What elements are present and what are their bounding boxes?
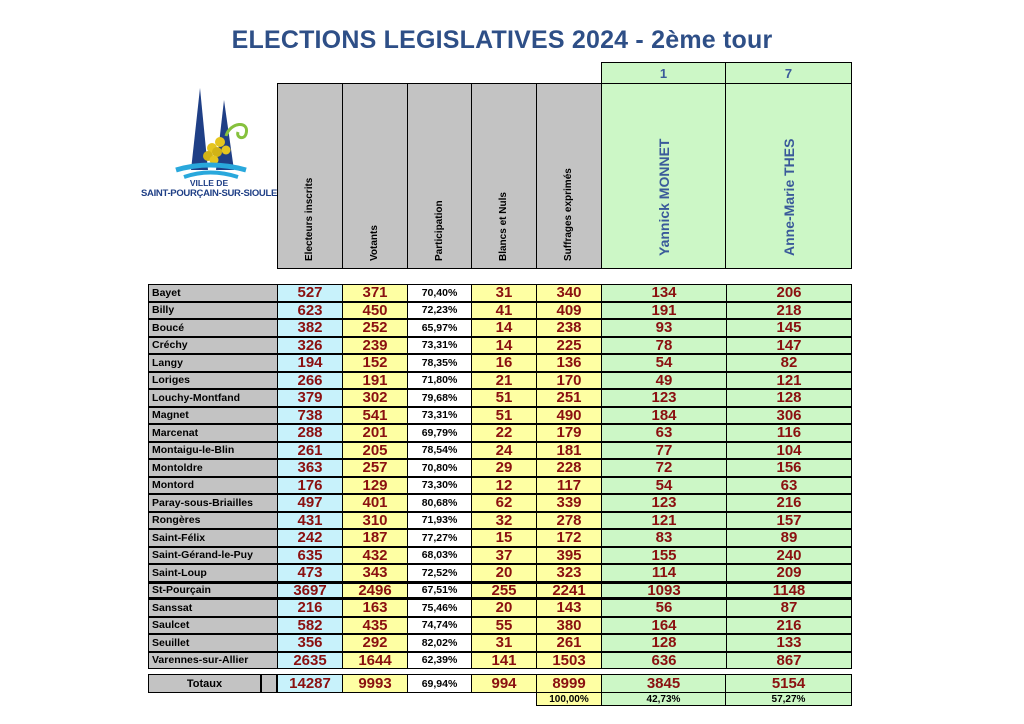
blancs-value: 32 [471,512,536,530]
blancs-value: 14 [471,337,536,355]
totals-participation: 69,94% [407,674,472,693]
blancs-value: 24 [471,442,536,460]
inscrits-value: 497 [277,494,342,512]
participation-value: 72,52% [407,564,471,582]
table-row [148,529,852,547]
blancs-value: 20 [471,564,536,582]
totals-votants: 9993 [342,674,408,693]
candidate-1-votes: 54 [601,354,726,372]
blancs-value: 12 [471,477,536,495]
blancs-value: 15 [471,529,536,547]
commune-name: Saint-Gérand-le-Puy [148,547,277,565]
blancs-value: 22 [471,424,536,442]
exprimes-value: 225 [536,337,601,355]
inscrits-value: 363 [277,459,342,477]
logo-line1: VILLE DE [189,178,229,188]
exprimes-value: 339 [536,494,601,512]
commune-name: Varennes-sur-Allier [148,652,277,670]
candidate-1-votes: 114 [601,564,726,582]
candidate-1-votes: 121 [601,512,726,530]
votants-value: 129 [342,477,407,495]
exprimes-value: 172 [536,529,601,547]
totals-candidate-1: 3845 [601,674,726,693]
votants-value: 292 [342,634,407,652]
candidate-2-percent: 57,27% [725,693,852,706]
votants-value: 187 [342,529,407,547]
table-row [148,617,852,635]
inscrits-value: 266 [277,372,342,390]
candidate-2-number: 7 [725,62,852,84]
votants-value: 450 [342,302,407,320]
inscrits-value: 242 [277,529,342,547]
candidate-1-votes: 123 [601,494,726,512]
table-row [148,652,852,670]
candidate-2-votes: 104 [726,442,852,460]
candidate-2-votes: 82 [726,354,852,372]
commune-name: Magnet [148,407,277,425]
header-blancs [471,83,537,269]
table-row [148,354,852,372]
table-row [148,582,852,600]
logo-line2: SAINT-POURÇAIN-SUR-SIOULE [140,188,278,199]
blancs-value: 16 [471,354,536,372]
table-row [148,407,852,425]
table-row [148,494,852,512]
candidate-2-votes: 147 [726,337,852,355]
participation-value: 71,80% [407,372,471,390]
candidate-1-votes: 72 [601,459,726,477]
table-row [148,284,852,302]
header-candidate-2 [725,83,852,269]
candidate-2-votes: 87 [726,599,852,617]
commune-name: Louchy-Montfand [148,389,277,407]
votants-value: 310 [342,512,407,530]
page-title: ELECTIONS LEGISLATIVES 2024 - 2ème tour [231,26,773,54]
table-row [148,442,852,460]
candidate-2-votes: 128 [726,389,852,407]
commune-name: Langy [148,354,277,372]
blancs-value: 37 [471,547,536,565]
inscrits-value: 326 [277,337,342,355]
votants-value: 252 [342,319,407,337]
participation-value: 69,79% [407,424,471,442]
candidate-1-votes: 128 [601,634,726,652]
table-row [148,634,852,652]
candidate-2-votes: 121 [726,372,852,390]
blancs-value: 21 [471,372,536,390]
table-row [148,372,852,390]
participation-value: 67,51% [407,582,471,600]
blancs-value: 20 [471,599,536,617]
blancs-value: 141 [471,652,536,670]
candidate-1-number: 1 [601,62,726,84]
commune-name: Saulcet [148,617,277,635]
votants-value: 2496 [342,582,407,600]
commune-name: Montord [148,477,277,495]
totals-spacer [261,674,277,693]
table-row [148,424,852,442]
exprimes-value: 2241 [536,582,601,600]
header-exprimes-label: Suffrages exprimés [563,168,574,261]
candidate-1-percent: 42,73% [601,693,726,706]
candidate-1-votes: 54 [601,477,726,495]
table-row [148,337,852,355]
header-inscrits-label: Electeurs inscrits [304,177,315,261]
candidate-1-votes: 164 [601,617,726,635]
candidate-1-votes: 56 [601,599,726,617]
participation-value: 68,03% [407,547,471,565]
candidate-2-votes: 145 [726,319,852,337]
votants-value: 201 [342,424,407,442]
exprimes-value: 228 [536,459,601,477]
inscrits-value: 738 [277,407,342,425]
participation-value: 71,93% [407,512,471,530]
candidate-1-votes: 191 [601,302,726,320]
candidate-2-votes: 157 [726,512,852,530]
totals-candidate-2: 5154 [725,674,852,693]
candidate-1-votes: 83 [601,529,726,547]
exprimes-value: 143 [536,599,601,617]
commune-name: Montoldre [148,459,277,477]
header-candidate-1 [601,83,726,269]
votants-value: 163 [342,599,407,617]
participation-value: 78,54% [407,442,471,460]
table-row [148,547,852,565]
commune-name: Marcenat [148,424,277,442]
header-votants-label: Votants [369,225,380,261]
blancs-value: 51 [471,389,536,407]
inscrits-value: 473 [277,564,342,582]
commune-name: Sanssat [148,599,277,617]
exprimes-value: 181 [536,442,601,460]
votants-value: 302 [342,389,407,407]
votants-value: 401 [342,494,407,512]
commune-name: Billy [148,302,277,320]
candidate-2-votes: 156 [726,459,852,477]
exprimes-value: 278 [536,512,601,530]
candidate-2-votes: 63 [726,477,852,495]
exprimes-value: 1503 [536,652,601,670]
votants-value: 152 [342,354,407,372]
votants-value: 239 [342,337,407,355]
commune-name: Montaigu-le-Blin [148,442,277,460]
header-participation-label: Participation [433,200,445,261]
participation-value: 73,31% [407,407,471,425]
commune-name: Paray-sous-Briailles [148,494,277,512]
participation-value: 62,39% [407,652,471,670]
participation-value: 70,40% [407,284,471,302]
exprimes-value: 261 [536,634,601,652]
table-row [148,302,852,320]
commune-name: Saint-Félix [148,529,277,547]
header-candidate-2-name: Anne-Marie THES [780,138,797,256]
candidate-2-votes: 1148 [726,582,852,600]
exprimes-value: 170 [536,372,601,390]
participation-value: 77,27% [407,529,471,547]
blancs-value: 55 [471,617,536,635]
exprimes-value: 136 [536,354,601,372]
candidate-1-votes: 123 [601,389,726,407]
header-inscrits [277,83,343,269]
votants-value: 257 [342,459,407,477]
votants-value: 432 [342,547,407,565]
candidate-2-votes: 218 [726,302,852,320]
participation-value: 80,68% [407,494,471,512]
exprimes-value: 117 [536,477,601,495]
candidate-1-votes: 636 [601,652,726,670]
table-row [148,512,852,530]
commune-name: St-Pourçain [148,582,277,600]
exprimes-value: 251 [536,389,601,407]
inscrits-value: 176 [277,477,342,495]
participation-value: 65,97% [407,319,471,337]
votants-value: 1644 [342,652,407,670]
participation-value: 75,46% [407,599,471,617]
candidate-1-votes: 184 [601,407,726,425]
exprimes-percent: 100,00% [536,693,602,706]
participation-value: 70,80% [407,459,471,477]
candidate-2-votes: 216 [726,494,852,512]
exprimes-value: 340 [536,284,601,302]
commune-name: Bayet [148,284,277,302]
commune-name: Créchy [148,337,277,355]
totals-exprimes: 8999 [536,674,602,693]
candidate-1-votes: 155 [601,547,726,565]
inscrits-value: 635 [277,547,342,565]
inscrits-value: 2635 [277,652,342,670]
commune-name: Boucé [148,319,277,337]
commune-name: Seuillet [148,634,277,652]
exprimes-value: 409 [536,302,601,320]
table-row [148,319,852,337]
inscrits-value: 382 [277,319,342,337]
candidate-2-votes: 216 [726,617,852,635]
candidate-1-votes: 134 [601,284,726,302]
inscrits-value: 623 [277,302,342,320]
inscrits-value: 288 [277,424,342,442]
blancs-value: 62 [471,494,536,512]
votants-value: 371 [342,284,407,302]
commune-name: Rongères [148,512,277,530]
blancs-value: 14 [471,319,536,337]
commune-name: Saint-Loup [148,564,277,582]
totals-blancs: 994 [471,674,537,693]
inscrits-value: 3697 [277,582,342,600]
exprimes-value: 179 [536,424,601,442]
header-blancs-label: Blancs et Nuls [498,192,509,261]
table-row [148,564,852,582]
participation-value: 74,74% [407,617,471,635]
candidate-1-votes: 1093 [601,582,726,600]
candidate-1-votes: 77 [601,442,726,460]
participation-value: 78,35% [407,354,471,372]
votants-value: 541 [342,407,407,425]
inscrits-value: 261 [277,442,342,460]
candidate-2-votes: 240 [726,547,852,565]
candidate-1-votes: 49 [601,372,726,390]
participation-value: 72,23% [407,302,471,320]
candidate-1-votes: 63 [601,424,726,442]
totals-inscrits: 14287 [277,674,343,693]
exprimes-value: 323 [536,564,601,582]
blancs-value: 41 [471,302,536,320]
header-votants [342,83,408,269]
inscrits-value: 527 [277,284,342,302]
candidate-2-votes: 867 [726,652,852,670]
exprimes-value: 395 [536,547,601,565]
blancs-value: 29 [471,459,536,477]
participation-value: 79,68% [407,389,471,407]
totals-label: Totaux [148,674,261,693]
votants-value: 191 [342,372,407,390]
votants-value: 435 [342,617,407,635]
blancs-value: 255 [471,582,536,600]
inscrits-value: 216 [277,599,342,617]
inscrits-value: 582 [277,617,342,635]
candidate-2-votes: 206 [726,284,852,302]
blancs-value: 31 [471,284,536,302]
participation-value: 73,31% [407,337,471,355]
participation-value: 82,02% [407,634,471,652]
inscrits-value: 379 [277,389,342,407]
candidate-2-votes: 116 [726,424,852,442]
header-candidate-1-name: Yannick MONNET [655,138,672,256]
blancs-value: 51 [471,407,536,425]
exprimes-value: 380 [536,617,601,635]
exprimes-value: 238 [536,319,601,337]
candidate-2-votes: 209 [726,564,852,582]
commune-name: Loriges [148,372,277,390]
header-participation [407,83,472,269]
table-row [148,459,852,477]
candidate-2-votes: 133 [726,634,852,652]
inscrits-value: 194 [277,354,342,372]
blancs-value: 31 [471,634,536,652]
participation-value: 73,30% [407,477,471,495]
header-exprimes [536,83,602,269]
candidate-1-votes: 93 [601,319,726,337]
inscrits-value: 431 [277,512,342,530]
inscrits-value: 356 [277,634,342,652]
votants-value: 343 [342,564,407,582]
candidate-1-votes: 78 [601,337,726,355]
candidate-2-votes: 89 [726,529,852,547]
votants-value: 205 [342,442,407,460]
table-row [148,477,852,495]
exprimes-value: 490 [536,407,601,425]
table-row [148,389,852,407]
candidate-2-votes: 306 [726,407,852,425]
table-row [148,599,852,617]
